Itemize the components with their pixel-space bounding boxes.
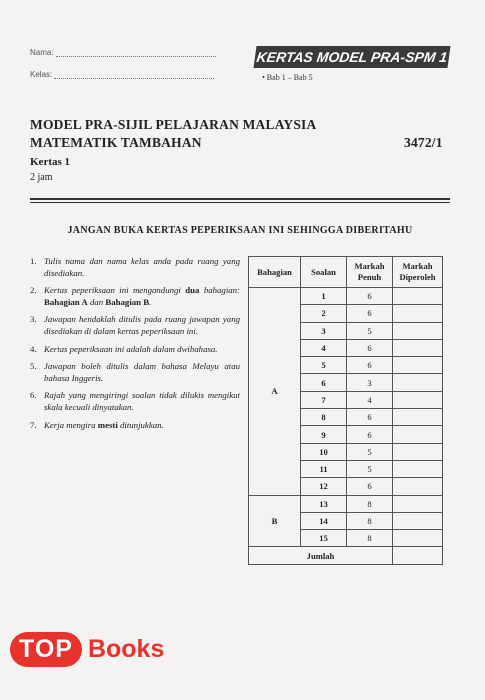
instruction-item: 2. Kertas peperiksaan ini mengandungi dua bahagian: Bahagian A dan Bahagian B. <box>30 285 240 307</box>
full-marks: 6 <box>347 339 393 356</box>
instruction-item: 3. Jawapan hendaklah ditulis pada ruang jawapan yang disediakan di dalam kertas peperiksaan ini. <box>30 314 240 336</box>
name-field[interactable] <box>30 48 216 57</box>
marks-obtained-cell[interactable] <box>393 443 443 460</box>
marks-obtained-cell[interactable] <box>393 339 443 356</box>
question-number: 11 <box>301 460 347 477</box>
marks-table <box>248 256 443 565</box>
marks-obtained-cell[interactable] <box>393 512 443 529</box>
question-number: 8 <box>301 409 347 426</box>
marks-obtained-cell[interactable] <box>393 322 443 339</box>
exam-title: MODEL PRA-SIJIL PELAJARAN MALAYSIA <box>30 117 317 132</box>
total-row <box>249 547 443 564</box>
table-row <box>249 495 443 512</box>
question-number: 13 <box>301 495 347 512</box>
divider-thin <box>30 202 450 203</box>
full-marks: 5 <box>347 460 393 477</box>
col-header-section: Bahagian <box>249 257 301 288</box>
full-marks: 6 <box>347 357 393 374</box>
section-label: A <box>249 288 301 496</box>
warning-notice: JANGAN BUKA KERTAS PEPERIKSAAN INI SEHINGGA DIBERITAHU <box>67 225 413 236</box>
instruction-item: 5. Jawapan boleh ditulis dalam bahasa Melayu atau bahasa Inggeris. <box>30 361 240 383</box>
logo-top: TOP <box>10 632 82 667</box>
name-line <box>56 49 216 57</box>
col-header-full-marks: Markah Penuh <box>347 257 393 288</box>
marks-obtained-cell[interactable] <box>393 391 443 408</box>
instructions-list <box>30 256 240 437</box>
question-number: 6 <box>301 374 347 391</box>
table-row <box>249 288 443 305</box>
marks-obtained-cell[interactable] <box>393 478 443 495</box>
class-line <box>54 71 214 79</box>
question-number: 14 <box>301 512 347 529</box>
col-header-marks-obtained: Markah Diperoleh <box>393 257 443 288</box>
logo-books: Books <box>87 635 165 663</box>
paper-number: Kertas 1 <box>30 156 71 168</box>
question-number: 9 <box>301 426 347 443</box>
marks-obtained-cell[interactable] <box>393 409 443 426</box>
full-marks: 6 <box>347 288 393 305</box>
marks-obtained-cell[interactable] <box>393 305 443 322</box>
marks-obtained-cell[interactable] <box>393 426 443 443</box>
marks-obtained-cell[interactable] <box>393 547 443 564</box>
question-number: 15 <box>301 530 347 547</box>
full-marks: 8 <box>347 530 393 547</box>
total-label: Jumlah <box>249 547 393 564</box>
question-number: 5 <box>301 357 347 374</box>
marks-obtained-cell[interactable] <box>393 357 443 374</box>
instruction-item: 4. Kertas peperiksaan ini adalah dalam dwibahasa. <box>30 343 218 354</box>
question-number: 2 <box>301 305 347 322</box>
full-marks: 8 <box>347 495 393 512</box>
full-marks: 3 <box>347 374 393 391</box>
chapter-range: • Bab 1 – Bab 5 <box>262 73 313 82</box>
paper-banner: KERTAS MODEL PRA-SPM 1 <box>253 46 450 68</box>
subject-title: MATEMATIK TAMBAHAN <box>30 135 202 150</box>
full-marks: 5 <box>347 443 393 460</box>
marks-obtained-cell[interactable] <box>393 530 443 547</box>
duration: 2 jam <box>30 172 53 183</box>
section-label: B <box>249 495 301 547</box>
question-number: 7 <box>301 391 347 408</box>
class-label: Kelas: <box>30 70 53 79</box>
paper-code: 3472/1 <box>404 135 443 150</box>
full-marks: 4 <box>347 391 393 408</box>
marks-obtained-cell[interactable] <box>393 460 443 477</box>
instruction-item: 1. Tulis nama dan nama kelas anda pada ruang yang disediakan. <box>30 256 240 278</box>
question-number: 12 <box>301 478 347 495</box>
divider-thick <box>30 198 450 200</box>
name-label: Nama: <box>30 48 54 57</box>
topbooks-logo <box>10 632 164 667</box>
question-number: 1 <box>301 288 347 305</box>
full-marks: 6 <box>347 478 393 495</box>
full-marks: 6 <box>347 305 393 322</box>
full-marks: 6 <box>347 426 393 443</box>
col-header-question: Soalan <box>301 257 347 288</box>
full-marks: 8 <box>347 512 393 529</box>
marks-obtained-cell[interactable] <box>393 495 443 512</box>
full-marks: 5 <box>347 322 393 339</box>
question-number: 10 <box>301 443 347 460</box>
table-header-row <box>249 257 443 288</box>
full-marks: 6 <box>347 409 393 426</box>
marks-obtained-cell[interactable] <box>393 288 443 305</box>
question-number: 4 <box>301 339 347 356</box>
question-number: 3 <box>301 322 347 339</box>
class-field[interactable] <box>30 70 214 79</box>
marks-obtained-cell[interactable] <box>393 374 443 391</box>
instruction-item: 6. Rajah yang mengiringi soalan tidak dilukis mengikut skala kecuali dinyatakan. <box>30 390 240 412</box>
instruction-item: 7. Kerja mengira mesti ditunjukkan. <box>30 419 164 430</box>
